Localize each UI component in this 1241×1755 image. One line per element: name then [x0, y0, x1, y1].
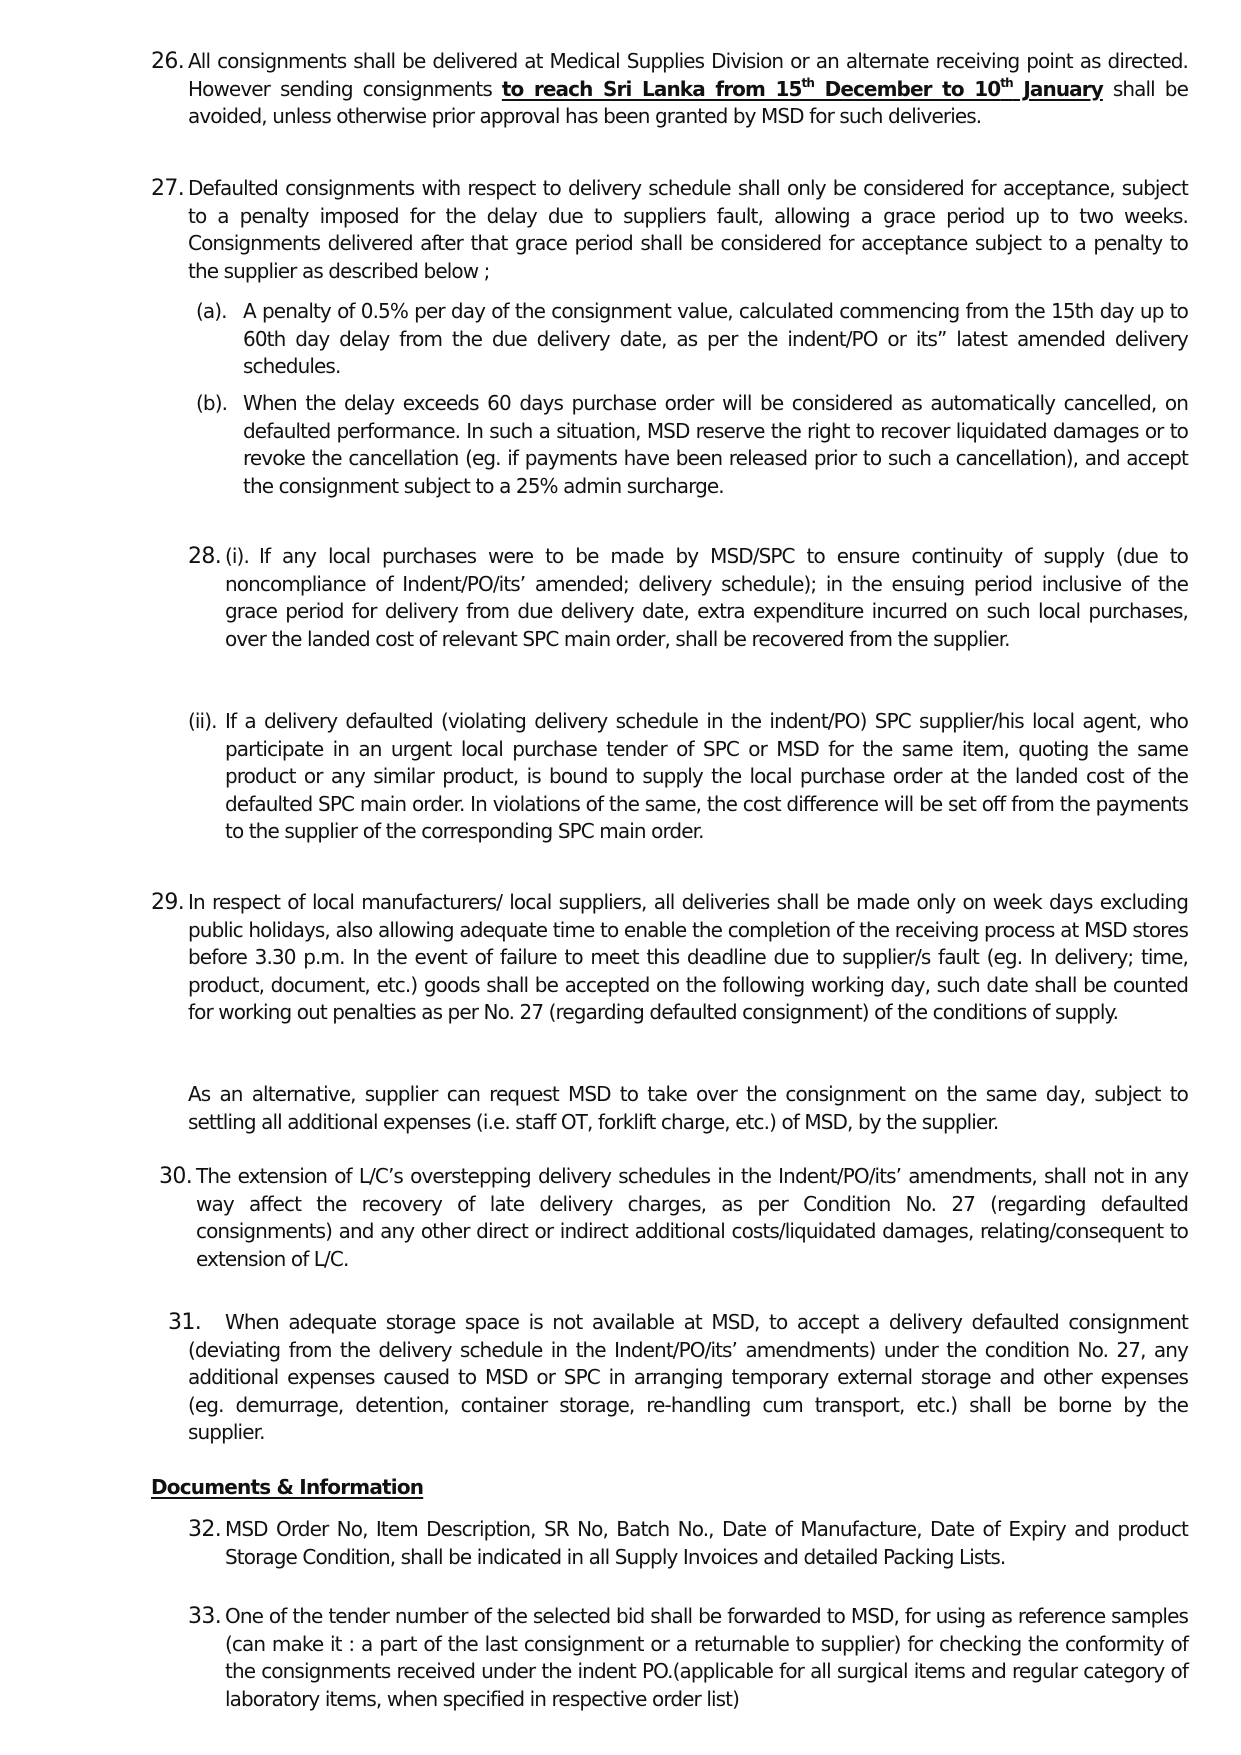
clause-number: 29.	[151, 890, 185, 915]
clause-text: The extension of L/C’s overstepping delivery schedules in the Indent/PO/its’ amendments, shall not in any way affect the recovery of late delivery charges, as per Condition No. 27 (regarding defaulted consignments) and any other direct or indirect additional costs/liquidated damages, relating/consequent to extension of L/C.	[196, 1164, 1188, 1271]
clause-29-alternative	[188, 1081, 1188, 1136]
item-label: (i).	[225, 544, 249, 568]
clause-number: 28.	[188, 544, 222, 569]
item-label: (ii).	[188, 709, 217, 733]
clause-text: One of the tender number of the selected bid shall be forwarded to MSD, for using as reference samples (can make it : a part of the last consignment or a returnable to supplier) for checking the conformity of the consignments received under the indent PO.(applicable for all surgical items and regular category of laboratory items, when specified in respective order list)	[225, 1604, 1188, 1711]
clause-31	[168, 1309, 1188, 1447]
item-text: If any local purchases were to be made by MSD/SPC to ensure continuity of supply (due to noncompliance of Indent/PO/its’ amended; delivery schedule); in the ensuing period inclusive of the grace period for delivery from due delivery date, extra expenditure incurred on such local purchases, over the landed cost of relevant SPC main order, shall be recovered from the supplier.	[225, 544, 1188, 651]
item-text: When the delay exceeds 60 days purchase order will be considered as automatically cancelled, on defaulted performance. In such a situation, MSD reserve the right to recover liquidated damages or to revoke the cancellation (eg. if payments have been released prior to such a cancellation), and accept the consignment subject to a 25% admin surcharge.	[243, 391, 1188, 498]
clause-26	[151, 48, 1188, 131]
clause-number: 30.	[159, 1164, 193, 1189]
clause-number: 31.	[168, 1310, 202, 1335]
item-text: If a delivery defaulted (violating delivery schedule in the indent/PO) SPC supplier/his local agent, who participate in an urgent local purchase tender of SPC or MSD for the same item, quoting the same product or any similar product, is bound to supply the local purchase order at the landed cost of the defaulted SPC main order. In violations of the same, the cost difference will be set off from the payments to the supplier of the corresponding SPC main order.	[225, 709, 1188, 843]
item-label: (a).	[196, 299, 227, 323]
section-heading: Documents & Information	[151, 1475, 424, 1499]
clause-text: MSD Order No, Item Description, SR No, Batch No., Date of Manufacture, Date of Expiry and product Storage Condition, shall be indicated in all Supply Invoices and detailed Packing Lists.	[225, 1517, 1188, 1569]
clause-28-item-ii	[188, 708, 1188, 846]
clause-28	[188, 543, 1188, 653]
clause-33	[188, 1603, 1188, 1713]
alternative-text: As an alternative, supplier can request MSD to take over the consignment on the same day, subject to settling all additional expenses (i.e. staff OT, forklift charge, etc.) of MSD, by the supplier.	[188, 1082, 1188, 1134]
clause-29	[151, 889, 1188, 1027]
clause-27-item-b	[196, 390, 1188, 500]
clause-27-item-a	[196, 298, 1188, 381]
clause-text: All consignments shall be delivered at Medical Supplies Division or an alternate receiving point as directed. However sending consignments to reach Sri Lanka from 15th December to 10th January shall be avoided, unless otherwise prior approval has been granted by MSD for such deliveries.	[188, 49, 1188, 128]
clause-27	[151, 175, 1188, 285]
clause-30	[159, 1163, 1188, 1273]
clause-number: 26.	[151, 49, 185, 74]
clause-text: When adequate storage space is not available at MSD, to accept a delivery defaulted consignment (deviating from the delivery schedule in the Indent/PO/its’ amendments) under the condition No. 27, any additional expenses caused to MSD or SPC in arranging temporary external storage and other expenses (eg. demurrage, detention, container storage, re-handling cum transport, etc.) shall be borne by the supplier.	[188, 1310, 1188, 1444]
delivery-blackout-period: to reach Sri Lanka from 15th December to 10th January	[501, 75, 1103, 101]
item-label: (b).	[196, 391, 228, 415]
clause-number: 33.	[188, 1604, 222, 1629]
clause-text: Defaulted consignments with respect to delivery schedule shall only be considered for acceptance, subject to a penalty imposed for the delay due to suppliers fault, allowing a grace period up to two weeks. Consignments delivered after that grace period shall be considered for acceptance subject to a penalty to the supplier as described below ;	[188, 176, 1188, 283]
clause-number: 32.	[188, 1517, 222, 1542]
item-text: A penalty of 0.5% per day of the consignment value, calculated commencing from the 15th day up to 60th day delay from the due delivery date, as per the indent/PO or its” latest amended delivery schedules.	[243, 299, 1188, 378]
clause-text: In respect of local manufacturers/ local suppliers, all deliveries shall be made only on week days excluding public holidays, also allowing adequate time to enable the completion of the receiving process at MSD stores before 3.30 p.m. In the event of failure to meet this deadline due to supplier/s fault (eg. In delivery; time, product, document, etc.) goods shall be accepted on the following working day, such date shall be counted for working out penalties as per No. 27 (regarding defaulted consignment) of the conditions of supply.	[188, 890, 1188, 1024]
clause-32	[188, 1516, 1188, 1571]
clause-number: 27.	[151, 176, 185, 201]
